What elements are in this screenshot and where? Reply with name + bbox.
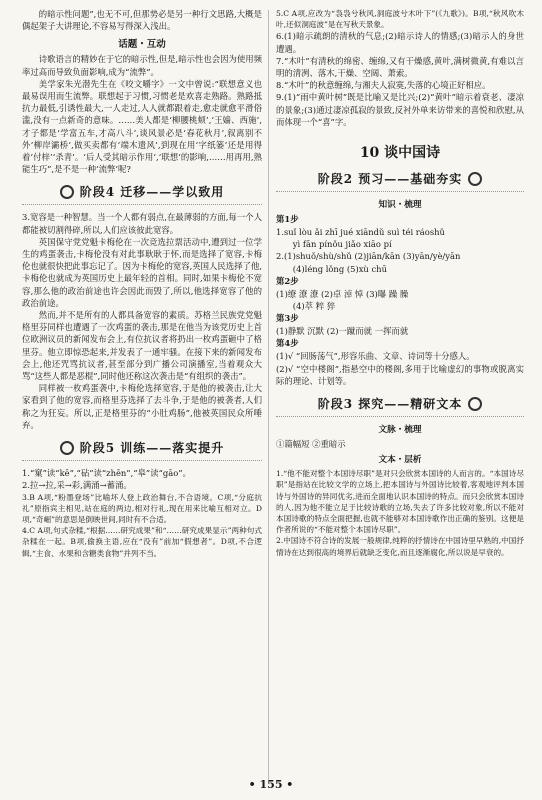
answer-item: 2.中国诗不符合诗的发展一般规律,纯粹的抒情诗在中国诗里早熟的,中国抒情诗在达到很高的境界后就缺乏变化,而且逐渐腐化,所以说是早衰的。 — [276, 536, 524, 557]
circle-mark-icon — [468, 397, 482, 411]
circle-mark-icon — [468, 172, 482, 186]
answer-item: (1)√ “回肠荡气”,形容乐曲、文章、诗词等十分感人。 — [276, 351, 475, 362]
stage-heading-2: 阶段2 预习——基础夯实 — [276, 170, 524, 192]
subsection-title: 文脉・梳理 — [378, 425, 422, 436]
answer-item: (4)萃 粹 猝 — [292, 301, 336, 312]
answer-item: 5.C A项,应改为“袅袅兮秋风,洞庭波兮木叶下”(《九歌》)。B项,“秋风吹木叶,还似洞庭波”是在写秋天景象。 — [276, 9, 524, 30]
paragraph: 然而,并不是所有的人都具备宽容的素质。苏格兰民族党党魁格里芬同样也遭遇了一次鸡蛋的袭击,那是在他当为该党历史上首位欧洲议员的新闻发布会上,有位抗议者将扔出一枚鸡蛋砸中了格里芬。他立即惊恐起来,并发表了一通牢骚。在接下来的新闻发布会上,他还咒骂抗议者,甚至部分到广播公司演播室,当着观众大骂“这些人都是恶棍”,同时他还称这次袭击是“有组织的袭击”。 — [22, 310, 262, 382]
step-label: 第3步 — [276, 313, 299, 324]
answer-item: (1)缭 潦 潦 (2)卓 淖 悼 (3)曝 躁 臊 — [276, 288, 409, 299]
paragraph: 3.宽容是一种智慧。当一个人都有弱点,在最薄弱的方面,每一个人都能被切割得碎,所以,人们应该彼此宽容。 — [22, 212, 262, 235]
answer-item: 1.suǐ lòu ǎi zhī jué xiāndǔ suì téi ráoshǔ — [276, 227, 445, 238]
answer-item: 6.(1)暗示疏朗的清秋的气息;(2)暗示诗人的情感;(3)暗示人的身世遭遇。 — [276, 31, 524, 54]
answer-item: 1.“他不能对整个本国诗尽职”是对只会欣赏本国诗的人而言的。“本国诗尽职”是指站在比较文学的立场上,把本国诗与外国诗比较着,客观地评判本国诗与外国诗的异同优劣,进而全面地认识本国诗的特点。而只会欣赏本国诗的人,因为他不能立足于比较诗歌的立场,失去了许多比较对象,所以不能对本国诗歌的特点全面把握,也就不能够对本国诗歌作出正确的鉴别。这便是作者所说的“不能对整个本国诗尽职”。 — [276, 469, 524, 535]
stage-heading-4: 阶段4 迁移——学以致用 — [22, 183, 262, 205]
page-number: • 155 • — [248, 778, 294, 791]
answer-item: 2.(1)shuǒ/shù/shǔ (2)jiān/kān (3)yān/yè/yān — [276, 251, 461, 262]
paragraph: 同样被一枚鸡蛋袭中,卡梅伦选择宽容,于是他的被袭击,让大家看到了他的宽容,而格里芬选择了去斗争,于是他的被袭者,人们称之为狂妄。所以,正是格里芬的“小肚鸡肠”,他被英国民众所唾弃。 — [22, 383, 262, 430]
answer-item: (2)√ “空中楼阁”,指悬空中的楼阁,多用于比喻虚幻的事物或脱离实际的理论、计划等。 — [276, 363, 524, 386]
answer-item: (1)静默 沉默 (2)一蹴而就 一挥而就 — [276, 326, 409, 337]
answer-item: yì fān pínǒu jiǎo xiāo pí — [292, 239, 392, 250]
answer-item: ①篇幅短 ②重暗示 — [276, 439, 346, 450]
circle-mark-icon — [60, 185, 74, 199]
paragraph: 英国保守党党魁卡梅伦在一次竞选拉票活动中,遭到过一位学生的鸡蛋袭击,卡梅伦没有对此事耿耿于怀,而是选择了宽容,卡梅伦也就很快把此事忘记了。因为卡梅伦的宽容,英国人民选择了他,卡梅伦也就成为英国历史上最年轻的首相。同时,如果卡梅伦不宽容,那么他的政治前途也许会因此而毁了,所以,他选择宽容了他的政治前途。 — [22, 236, 262, 308]
answer-item: 9.(1)“雨中黄叶树”既是比喻又是比兴;(2)“黄叶”暗示着衰老、凄凉的景象;(3)通过凄凉孤寂的景致,反衬外单来访带来的喜悦和欣慰,从而体现一个“喜”字。 — [276, 92, 524, 127]
answer-item: 4.C A项,句式杂糅,“根据……研究成果”和“……研究成果显示”两种句式杂糅在一起。B项,偷换主语,应在“没有”前加“假想者”。D项,不合逻辑,“主食、水果和含糖类食物”并列不当。 — [22, 526, 262, 558]
step-label: 第2步 — [276, 275, 299, 286]
answer-item: 2.拉→拉,采→彩,满涌→蓄涌。 — [22, 480, 132, 491]
answer-item: 3.B A项,“粉墨登场”比喻坏人登上政治舞台,不合语境。C项,“分庭抗礼”原指宾主相见,站在庭的两边,相对行礼,现在用来比喻互相对立。D项,“奇崛”的意思是倒映世间,同时有不合适。 — [22, 492, 262, 524]
right-column — [276, 8, 524, 558]
answer-item: 7.“木叶”有清秋的绵密、缠绵,又有干燥感,黄叶,满树微黄,有难以言明的清冽、落木,干燥、空阔、萧索。 — [276, 55, 524, 79]
section-title: 话题・互动 — [118, 39, 166, 51]
subsection-title: 文本・层析 — [378, 455, 422, 466]
step-label: 第1步 — [276, 214, 299, 225]
answer-item: (4)léng lǒng (5)xù chū — [292, 263, 387, 274]
step-label: 第4步 — [276, 338, 299, 349]
chapter-title: 10 谈中国诗 — [359, 145, 441, 162]
circle-mark-icon — [60, 441, 74, 455]
paragraph: 美学家朱光潜先生在《咬文嚼字》一文中曾说:“联想意义也最易误用而生流弊。联想起于习惯,习惯老是欢喜走熟路。熟路抵抗力最低,引诱性最大,一人走过,人人就都跟着走,愈走就愈平滑俗滥,没有一点新奇的意味。……美人都是‘柳腰桃颊’,‘王嫱、西施’,才子都是‘学富五车,才高八斗’,谈风景必是‘春花秋月’,叙离别不外‘柳岸灞桥’,做买卖都有‘端木遗风’,到现在用‘字纸篓’还是用得着‘付梓’‘杀青’。‘后人受其暗示作用’,‘联想’的影响,……用再用,熟能生巧”,是不是一种‘流弊’呢? — [22, 78, 262, 175]
stage-heading-5: 阶段5 训练——落实提升 — [22, 439, 262, 461]
stage-heading-3: 阶段3 探究——精研文本 — [276, 395, 524, 417]
subsection-title: 知识・梳理 — [378, 200, 422, 211]
paragraph: 诗歌语言的精妙在于它的暗示性,但是,暗示性也会因为使用频率过高而导致负面影响,成为“流弊”。 — [22, 54, 262, 77]
answer-item: 1.“窠”读“kē”,“砧”读“zhēn”,“皋”读“gāo”。 — [22, 468, 191, 479]
column-divider — [268, 10, 269, 780]
left-column — [22, 8, 262, 559]
answer-item: 8.“木叶”的秋意缠绵,与湘夫人寂寞,失落的心境正好相应。 — [276, 80, 491, 91]
paragraph: 的暗示性问题”,也无不可,但那势必是另一种行文思路,大概是偶起架子大讲理论,不容易写得深入浅出。 — [22, 9, 262, 32]
